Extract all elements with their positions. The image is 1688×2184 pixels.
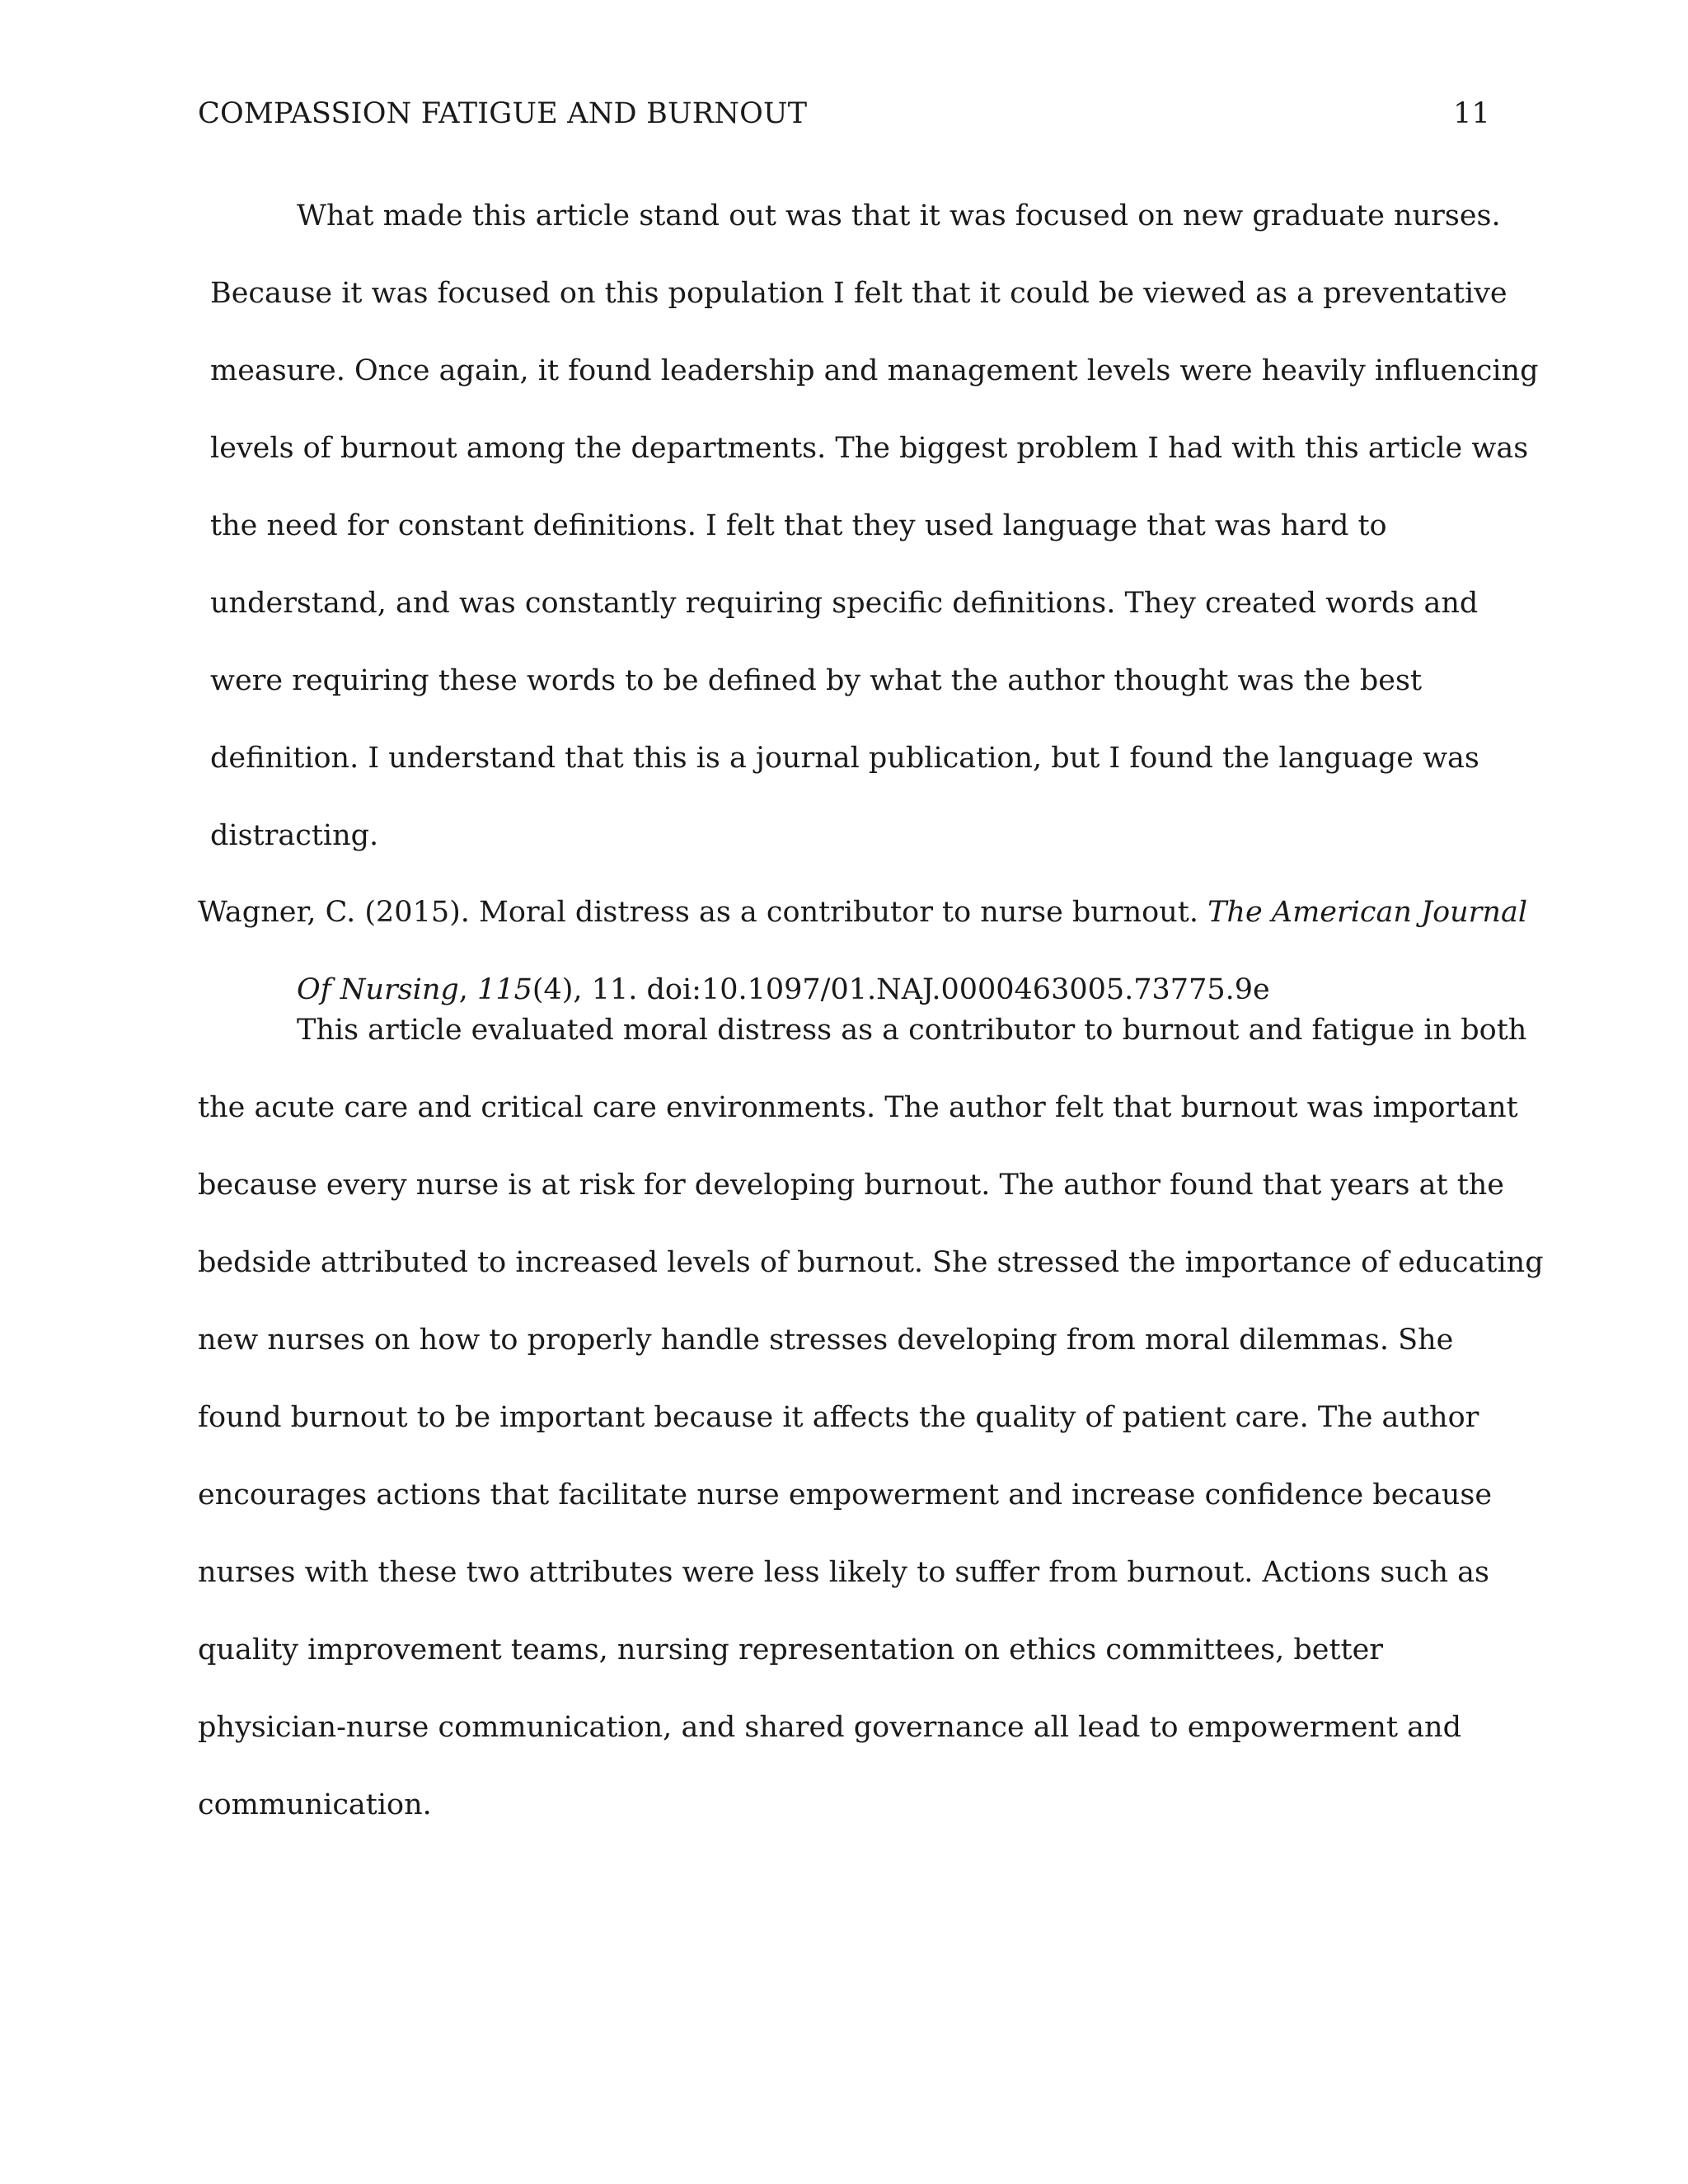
paragraph-line: measure. Once again, it found leadership and management levels were heavily influencing	[210, 354, 1539, 387]
paragraph-line: This article evaluated moral distress as a contributor to burnout and fatigue in both	[297, 1014, 1527, 1047]
reference-issue-doi: (4), 11. doi:10.1097/01.NAJ.0000463005.73775.9e	[532, 973, 1270, 1006]
paragraph-1	[210, 177, 1539, 874]
paragraph-line: bedside attributed to increased levels of burnout. She stressed the importance of educating	[198, 1246, 1544, 1279]
paragraph-line: understand, and was constantly requiring specific definitions. They created words and	[210, 587, 1479, 620]
paragraph-line: quality improvement teams, nursing representation on ethics committees, better	[198, 1633, 1384, 1666]
reference-line-1	[198, 874, 1528, 951]
paragraph-2	[198, 991, 1544, 1844]
paragraph-line: encourages actions that facilitate nurse empowerment and increase confidence because	[198, 1479, 1493, 1511]
reference-citation: Wagner, C. (2015). Moral distress as a contributor to nurse burnout.	[198, 896, 1208, 929]
page-number: 11	[1453, 97, 1490, 130]
reference-journal-title-cont: Of Nursing	[297, 973, 459, 1006]
reference-journal-title: The American Journal	[1207, 896, 1528, 929]
paragraph-line: the acute care and critical care environments. The author felt that burnout was important	[198, 1091, 1518, 1124]
paragraph-line: communication.	[198, 1788, 432, 1821]
running-head: COMPASSION FATIGUE AND BURNOUT	[198, 97, 808, 130]
reference-comma: ,	[458, 973, 478, 1006]
paragraph-line: found burnout to be important because it affects the quality of patient care. The author	[198, 1401, 1479, 1434]
paragraph-line: Because it was focused on this population I felt that it could be viewed as a preventative	[210, 277, 1507, 310]
paragraph-line: new nurses on how to properly handle stresses developing from moral dilemmas. She	[198, 1324, 1454, 1357]
paragraph-line: physician-nurse communication, and shared governance all lead to empowerment and	[198, 1711, 1461, 1744]
paragraph-line: distracting.	[210, 819, 379, 852]
paragraph-line: the need for constant definitions. I felt that they used language that was hard to	[210, 509, 1387, 542]
paragraph-line: definition. I understand that this is a journal publication, but I found the language was	[210, 742, 1479, 775]
paragraph-line: nurses with these two attributes were less likely to suffer from burnout. Actions such as	[198, 1556, 1489, 1589]
paragraph-line: because every nurse is at risk for developing burnout. The author found that years at the	[198, 1169, 1505, 1202]
page-header	[198, 97, 1490, 138]
paragraph-line: What made this article stand out was that it was focused on new graduate nurses.	[297, 199, 1501, 232]
paragraph-line: were requiring these words to be defined by what the author thought was the best	[210, 664, 1423, 697]
reference-volume: 115	[477, 973, 532, 1006]
paragraph-line: levels of burnout among the departments. The biggest problem I had with this article was	[210, 432, 1529, 465]
